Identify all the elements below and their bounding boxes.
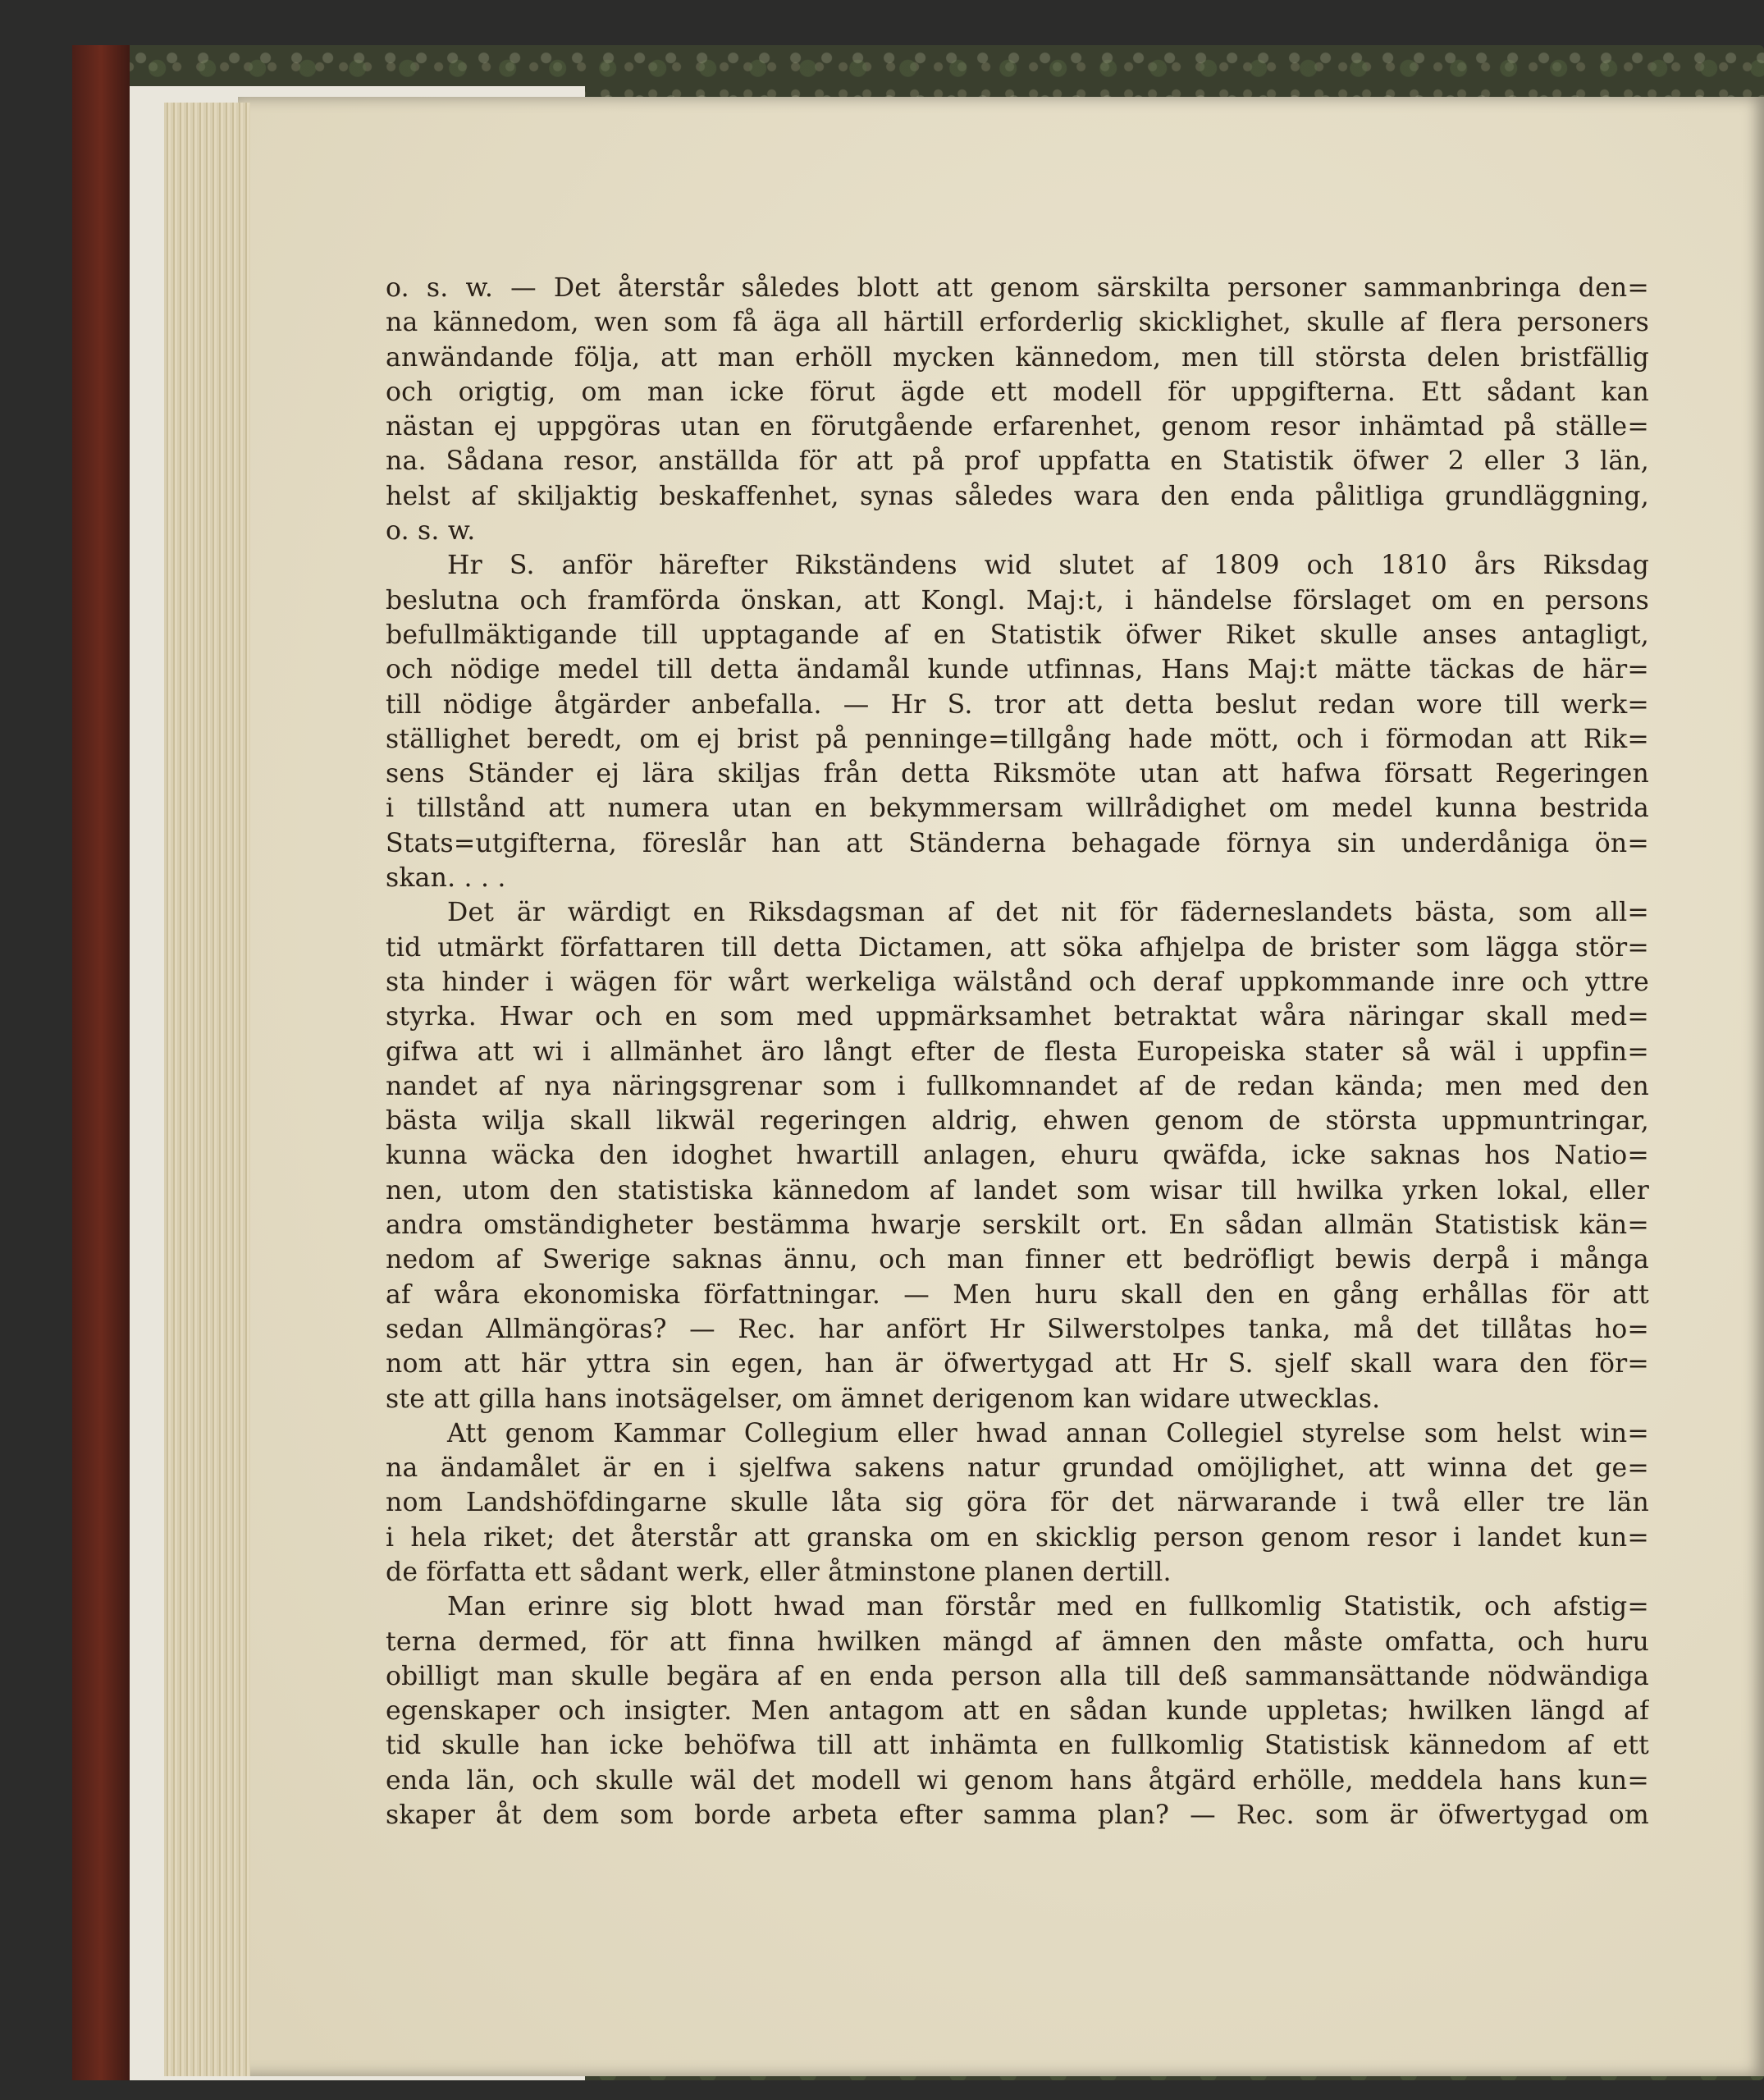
text-line: o. s. w. <box>386 516 476 547</box>
text-line: Stats=utgifterna, föreslår han att Ständerna behagade förnya sin underdåniga ön= <box>386 828 1649 858</box>
text-line: styrka. Hwar och en som med uppmärksamhet betraktat wåra näringar skall med= <box>386 1002 1649 1032</box>
text-line: skaper åt dem som borde arbeta efter samma plan? — Rec. som är öfwertygad om <box>386 1800 1649 1831</box>
text-line: helst af skiljaktig beskaffenhet, synas således wara den enda pålitliga grundläggning, <box>386 481 1649 511</box>
page-text-block <box>386 271 1649 1832</box>
text-line: och nödige medel till detta ändamål kunde utfinnas, Hans Maj:t mätte täckas de här= <box>386 655 1649 685</box>
text-line: tid skulle han icke behöfwa till att inhämta en fullkomlig Statistisk kännedom af ett <box>386 1731 1649 1761</box>
text-line: ställighet beredt, om ej brist på penninge=tillgång hade mött, och i förmodan att Rik= <box>386 724 1649 754</box>
text-line: Det är wärdigt en Riksdagsman af det nit för fäderneslandets bästa, som all= <box>447 898 1649 928</box>
text-line: befullmäktigande till upptagande af en Statistik öfwer Riket skulle anses antagligt, <box>386 620 1649 650</box>
text-line: enda län, och skulle wäl det modell wi genom hans åtgärd erhölle, meddela hans kun= <box>386 1765 1649 1796</box>
text-line: beslutna och framförda önskan, att Kongl. Maj:t, i händelse förslaget om en persons <box>386 585 1649 615</box>
text-line: sta hinder i wägen för wårt werkeliga wälstånd och deraf uppkommande inre och yttre <box>386 967 1649 997</box>
text-line: nästan ej uppgöras utan en förutgående erfarenhet, genom resor inhämtad på ställe= <box>386 412 1649 442</box>
text-line: terna dermed, för att finna hwilken mängd af ämnen den måste omfatta, och huru <box>386 1626 1649 1657</box>
text-line: Hr S. anför härefter Rikständens wid slutet af 1809 och 1810 års Riksdag <box>447 551 1649 581</box>
text-line: skan. . . . <box>386 863 506 894</box>
text-line: nandet af nya näringsgrenar som i fullkomnandet af de redan kända; men med den <box>386 1071 1649 1101</box>
text-line: bästa wilja skall likwäl regeringen aldrig, ehwen genom de största uppmuntringar, <box>386 1106 1649 1137</box>
text-line: i tillstånd att numera utan en bekymmersam willrådighet om medel kunna bestrida <box>386 794 1649 824</box>
text-line: obilligt man skulle begära af en enda person alla till deß sammansättande nödwändiga <box>386 1661 1649 1691</box>
text-line: nom att här yttra sin egen, han är öfwertygad att Hr S. sjelf skall wara den för= <box>386 1349 1649 1379</box>
book-spine <box>72 45 130 2080</box>
text-line: och origtig, om man icke förut ägde ett modell för uppgifterna. Ett sådant kan <box>386 377 1649 407</box>
text-line: nen, utom den statistiska kännedom af landet som wisar till hwilka yrken lokal, eller <box>386 1175 1649 1206</box>
text-line: andra omständigheter bestämma hwarje serskilt ort. En sådan allmän Statistisk kän= <box>386 1210 1649 1241</box>
text-line: kunna wäcka den idoghet hwartill anlagen, ehuru qwäfda, icke saknas hos Natio= <box>386 1141 1649 1171</box>
text-line: sedan Allmängöras? — Rec. har anfört Hr Silwerstolpes tanka, må det tillåtas ho= <box>386 1314 1649 1344</box>
text-line: tid utmärkt författaren till detta Dictamen, att söka afhjelpa de brister som lägga stör= <box>386 932 1649 963</box>
text-line: na kännedom, wen som få äga all härtill erforderlig skicklighet, skulle af flera personers <box>386 308 1649 338</box>
text-line: ste att gilla hans inotsägelser, om ämnet derigenom kan widare utwecklas. <box>386 1384 1381 1414</box>
text-line: nom Landshöfdingarne skulle låta sig göra för det närwarande i twå eller tre län <box>386 1488 1649 1518</box>
text-line: nedom af Swerige saknas ännu, och man finner ett bedröfligt bewis derpå i många <box>386 1245 1649 1275</box>
text-line: sens Ständer ej lära skiljas från detta Riksmöte utan att hafwa försatt Regeringen <box>386 759 1649 789</box>
text-line: de författa ett sådant werk, eller åtminstone planen dertill. <box>386 1557 1172 1587</box>
text-line: egenskaper och insigter. Men antagom att en sådan kunde uppletas; hwilken längd af <box>386 1696 1649 1727</box>
text-line: gifwa att wi i allmänhet äro långt efter de flesta Europeiska stater så wäl i uppfin= <box>386 1036 1649 1067</box>
text-line: anwändande följa, att man erhöll mycken kännedom, men till största delen bristfällig <box>386 342 1649 373</box>
page-edges <box>164 103 250 2076</box>
text-line: o. s. w. — Det återstår således blott att genom särskilta personer sammanbringa den= <box>386 273 1649 303</box>
text-line: till nödige åtgärder anbefalla. — Hr S. tror att detta beslut redan wore till werk= <box>386 689 1649 720</box>
text-line: na ändamålet är en i sjelfwa sakens natur grundad omöjlighet, att winna det ge= <box>386 1453 1649 1484</box>
text-line: Man erinre sig blott hwad man förstår med en fullkomlig Statistik, och afstig= <box>447 1592 1649 1622</box>
text-line: Att genom Kammar Collegium eller hwad annan Collegiel styrelse som helst win= <box>447 1418 1649 1448</box>
text-line: i hela riket; det återstår att granska om en skicklig person genom resor i landet kun= <box>386 1522 1649 1553</box>
text-line: na. Sådana resor, anställda för att på prof uppfatta en Statistik öfwer 2 eller 3 län, <box>386 446 1649 477</box>
text-line: af wåra ekonomiska författningar. — Men huru skall den en gång erhållas för att <box>386 1279 1649 1310</box>
